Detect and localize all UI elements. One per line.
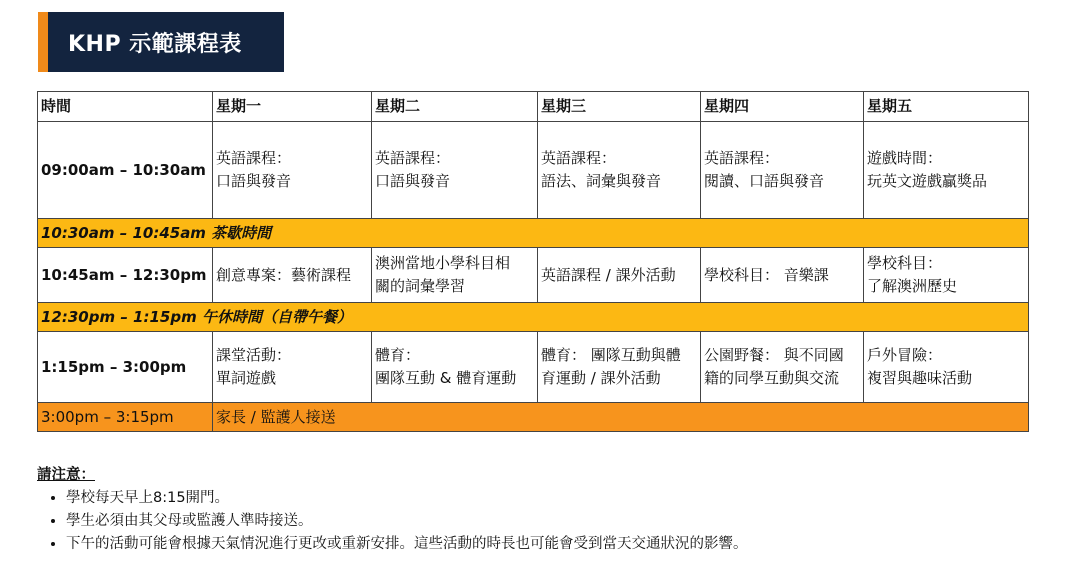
time-cell: 09:00am – 10:30am (38, 122, 213, 219)
header-monday: 星期一 (213, 92, 372, 122)
cell-line: 複習與趣味活動 (867, 369, 973, 387)
table-row (38, 122, 1029, 219)
pickup-time-cell: 3:00pm – 3:15pm (38, 403, 213, 432)
table-row (38, 248, 1029, 303)
cell-line: 閱讀、口語與發音 (704, 172, 825, 190)
cell-line: 公園野餐： 與不同國 (704, 346, 844, 364)
notes-heading: 請注意： (37, 467, 95, 483)
cell-line: 英語課程： (216, 149, 292, 167)
header-thursday: 星期四 (701, 92, 864, 122)
cell-line: 關的詞彙學習 (375, 277, 466, 295)
cell-line: 語法、詞彙與發音 (541, 172, 662, 190)
header-time: 時間 (38, 92, 213, 122)
cell-line: 創意專案：藝術課程 (216, 265, 352, 284)
schedule-cell (701, 332, 864, 403)
header-friday: 星期五 (864, 92, 1029, 122)
schedule-cell (372, 248, 538, 303)
schedule-cell (538, 248, 701, 303)
tea-break-cell: 10:30am – 10:45am 茶歇時間 (38, 219, 1029, 248)
cell-line: 口語與發音 (375, 172, 451, 190)
cell-line: 英語課程 / 課外活動 (541, 265, 676, 284)
cell-line: 體育： (375, 346, 421, 364)
time-cell: 1:15pm – 3:00pm (38, 332, 213, 403)
schedule-cell (213, 122, 372, 219)
schedule-cell (864, 332, 1029, 403)
header-tuesday: 星期二 (372, 92, 538, 122)
cell-line: 遊戲時間： (867, 149, 943, 167)
schedule-cell (538, 122, 701, 219)
schedule-cell (372, 122, 538, 219)
schedule-cell (372, 332, 538, 403)
header-wednesday: 星期三 (538, 92, 701, 122)
cell-line: 英語課程： (704, 149, 780, 167)
notes-section (37, 463, 748, 556)
cell-line: 了解澳洲歷史 (867, 277, 958, 295)
cell-line: 戶外冒險： (867, 346, 943, 364)
cell-line: 學校科目： (867, 254, 943, 272)
cell-line: 團隊互動 & 體育運動 (375, 369, 517, 387)
schedule-cell (213, 248, 372, 303)
schedule-cell (701, 248, 864, 303)
cell-line: 口語與發音 (216, 172, 292, 190)
schedule-cell (213, 332, 372, 403)
cell-line: 單詞遊戲 (216, 369, 277, 387)
schedule-cell (538, 332, 701, 403)
table-row (38, 332, 1029, 403)
schedule-cell (864, 122, 1029, 219)
header-row (38, 92, 1029, 122)
notes-list (37, 487, 748, 556)
list-item: • 學生必須由其父母或監護人準時接送。 (66, 510, 748, 533)
schedule-table (37, 91, 1029, 432)
lunch-break-row (38, 303, 1029, 332)
cell-line: 課堂活動： (216, 346, 292, 364)
cell-line: 體育： 團隊互動與體 (541, 346, 681, 364)
cell-line: 育運動 / 課外活動 (541, 369, 661, 387)
list-item: • 學校每天早上8:15開門。 (66, 487, 748, 510)
cell-line: 玩英文遊戲贏獎品 (867, 172, 988, 190)
cell-line: 學校科目： 音樂課 (704, 265, 829, 284)
schedule-cell (701, 122, 864, 219)
tea-break-row (38, 219, 1029, 248)
cell-line: 籍的同學互動與交流 (704, 369, 840, 387)
pickup-row (38, 403, 1029, 432)
pickup-label-cell: 家長 / 監護人接送 (213, 403, 1029, 432)
cell-line: 澳洲當地小學科目相 (375, 254, 511, 272)
cell-line: 英語課程： (541, 149, 617, 167)
cell-line: 英語課程： (375, 149, 451, 167)
lunch-break-cell: 12:30pm – 1:15pm 午休時間（自帶午餐） (38, 303, 1029, 332)
list-item: • 下午的活動可能會根據天氣情況進行更改或重新安排。這些活動的時長也可能會受到當天交通狀況的影響。 (66, 533, 748, 556)
time-cell: 10:45am – 12:30pm (38, 248, 213, 303)
page-title: KHP 示範課程表 (38, 12, 284, 72)
schedule-cell (864, 248, 1029, 303)
